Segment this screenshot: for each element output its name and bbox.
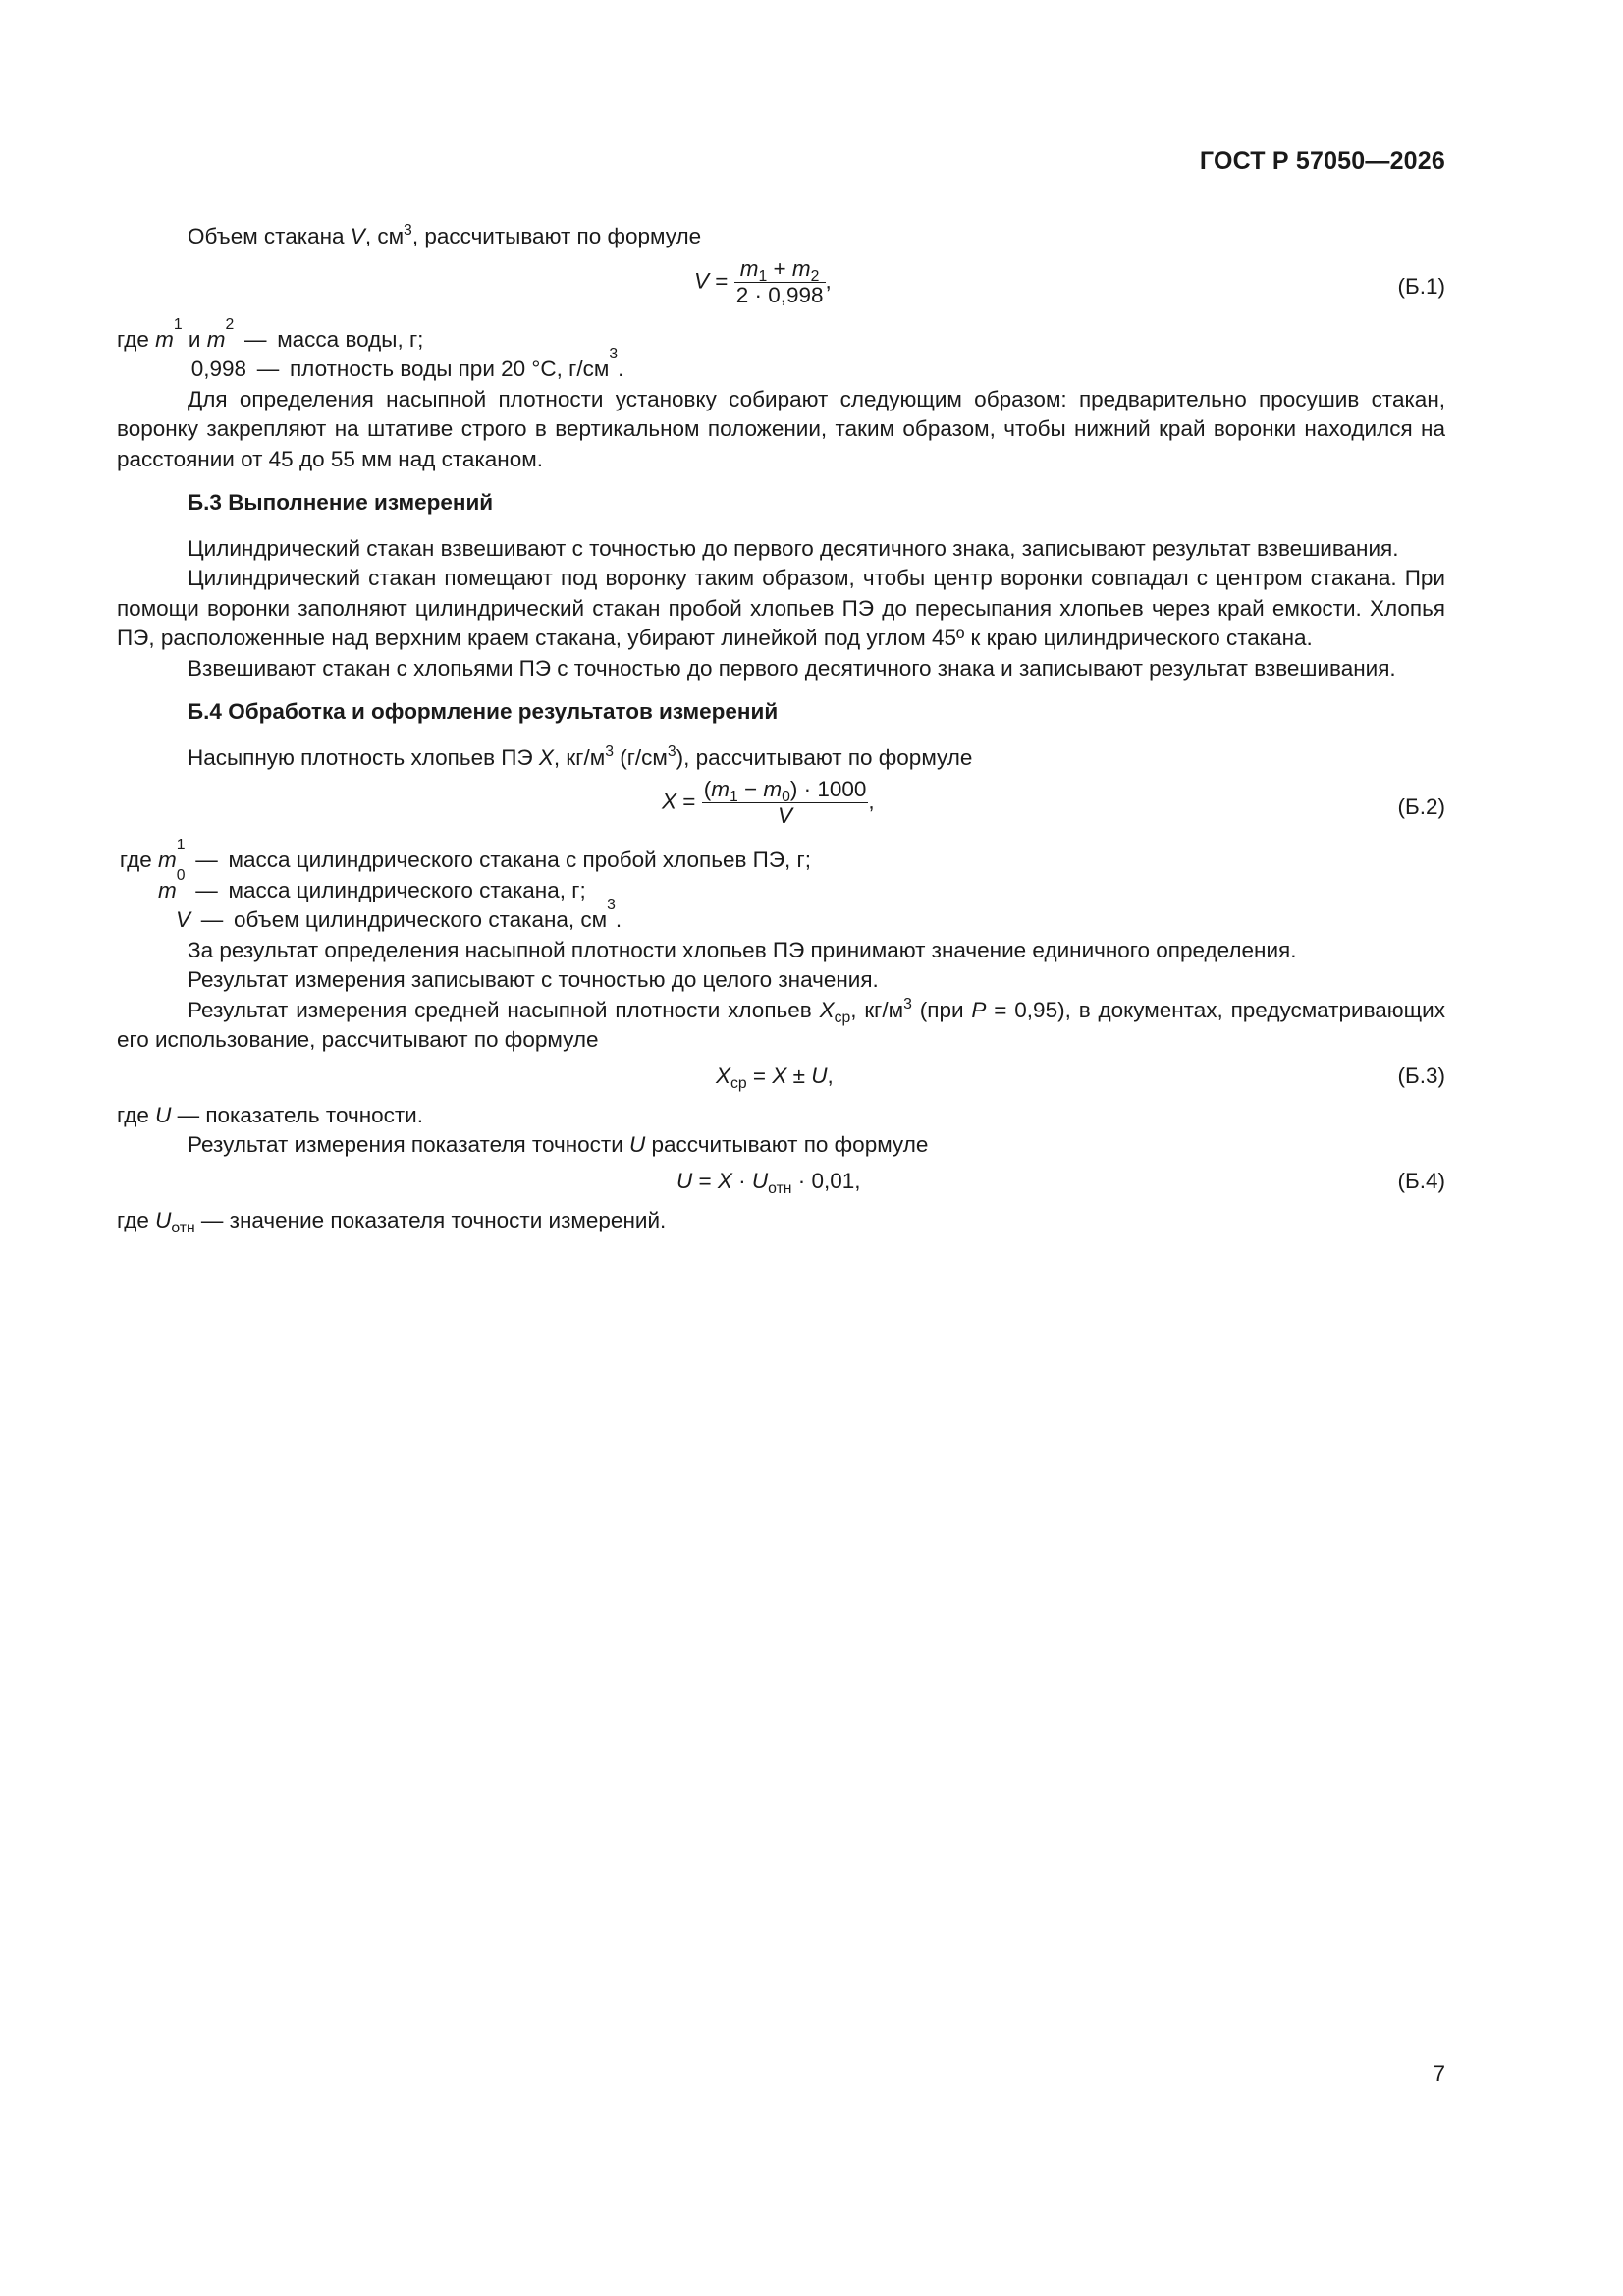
subscript: 1 (758, 267, 768, 285)
subscript: отн (171, 1219, 195, 1236)
formula-b3-body (716, 1062, 834, 1092)
b3-paragraph: Цилиндрический стакан взвешивают с точностью до первого десятичного знака, записывают результат взвешивания. (188, 535, 1399, 561)
exponent: 3 (404, 222, 412, 239)
dash: — (256, 356, 280, 381)
text-run: Результат измерения средней насыпной плотности хлопьев (188, 997, 820, 1022)
where-row (117, 315, 1445, 355)
fraction-denominator: V (778, 803, 793, 828)
text-run: (г/см (613, 744, 668, 770)
symbol-u: U (155, 1207, 172, 1232)
text-run: Насыпную плотность хлопьев ПЭ (188, 744, 539, 770)
equals-sign: = (682, 789, 696, 814)
document-header-id: ГОСТ Р 57050—2026 (1199, 147, 1445, 175)
symbol-x: X (538, 744, 554, 770)
text-run: Объем стакана (188, 224, 351, 248)
dash: — (243, 326, 267, 352)
symbol-x: X (819, 997, 835, 1022)
subscript: 0 (176, 866, 186, 884)
formula-b4 (117, 1165, 1445, 1204)
fraction (734, 256, 826, 308)
symbol-v: V (350, 224, 365, 248)
exponent: 3 (607, 897, 616, 913)
formula-number-b3: (Б.3) (1397, 1063, 1445, 1088)
text-run: , рассчитывают по формуле (411, 224, 702, 248)
symbol-m: m (711, 777, 730, 801)
result-paragraph: Результат измерения записывают с точностью до целого значения. (188, 967, 879, 992)
subscript: ср (834, 1009, 851, 1026)
paren: ( (703, 777, 712, 801)
formula-tail: · 0,01, (791, 1168, 861, 1193)
where-row (117, 1101, 1445, 1131)
where-text: масса цилиндрического стакана, г; (228, 877, 586, 902)
dash: — (195, 847, 218, 872)
formula-number-b1: (Б.1) (1397, 273, 1445, 299)
operator: − (737, 777, 764, 801)
formula-b3 (117, 1060, 1445, 1099)
fraction-denominator: 2 · 0,998 (735, 282, 824, 307)
equals-sign: = (692, 1168, 718, 1193)
formula-number-b2: (Б.2) (1397, 794, 1445, 819)
exponent: 3 (667, 742, 676, 760)
formula-number-b4: (Б.4) (1397, 1168, 1445, 1193)
equals-sign: = (746, 1063, 773, 1088)
conjunction: и (182, 326, 207, 352)
text-run: , кг/м (850, 997, 904, 1022)
dash: — (195, 877, 218, 902)
where-row (117, 1206, 1445, 1236)
where-row (117, 866, 1445, 906)
formula-lhs: X (716, 1063, 731, 1088)
where-text: объем цилиндрического стакана, см (234, 907, 608, 932)
where-lead (117, 876, 158, 906)
where-lead: где (117, 1207, 156, 1232)
formula-b4-body (676, 1167, 861, 1197)
exponent: 3 (609, 346, 619, 362)
where-symbol: V (176, 907, 191, 932)
page-content (117, 222, 1445, 1235)
setup-paragraph: Для определения насыпной плотности установку собирают следующим образом: предварительно просушив стакан, воронку закрепляют на штативе строго в вертикальном положении, таким образом, чтобы нижний край воронки находился на расстоянии от 45 до 55 мм над стаканом. (117, 386, 1445, 471)
subscript: 1 (176, 837, 186, 853)
b3-paragraph: Цилиндрический стакан помещают под воронку таким образом, чтобы центр воронки совпадал с центром стакана. При помощи воронки заполняют цилиндрический стакан пробой хлопьев ПЭ до пересыпания хлопьев через край емкости. Хлопья ПЭ, расположенные над верхним краем стакана, убирают линейкой под углом 45º к краю цилиндрического стакана. (117, 566, 1445, 650)
page-number: 7 (1433, 2061, 1445, 2086)
symbol-u: U (751, 1168, 769, 1193)
formula-tail: , (868, 789, 875, 814)
text-run: (при (911, 997, 972, 1022)
text-run: . (615, 907, 622, 932)
symbol-u: U (811, 1063, 828, 1088)
where-text: масса воды, г; (277, 326, 424, 352)
symbol-m: m (791, 255, 811, 281)
where-lead: где (117, 326, 156, 352)
fraction-numerator (734, 256, 826, 283)
operator: · (731, 1168, 752, 1193)
exponent: 3 (605, 742, 614, 760)
mean-paragraph (117, 996, 1445, 1056)
symbol-x: X (717, 1168, 732, 1193)
where-text: — значение показателя точности измерений. (194, 1207, 667, 1232)
symbol-u: U (155, 1102, 172, 1127)
subscript: 0 (782, 789, 790, 805)
equals-sign: = (715, 267, 729, 293)
text-run: , см (364, 224, 405, 248)
density-intro-paragraph (117, 743, 1445, 774)
where-text: — показатель точности. (171, 1102, 424, 1127)
symbol-m: m (739, 255, 759, 281)
text-run: . (618, 356, 624, 381)
result-paragraph: За результат определения насыпной плотности хлопьев ПЭ принимают значение единичного определения. (188, 937, 1297, 962)
accuracy-paragraph (117, 1130, 1445, 1161)
symbol-m: m (763, 777, 783, 801)
text-run: Результат измерения показателя точности (188, 1132, 630, 1157)
symbol-m: m (155, 326, 174, 352)
where-lead: где (117, 1102, 156, 1127)
volume-intro-paragraph (117, 222, 1445, 252)
where-text: плотность воды при 20 °C, г/см (290, 356, 610, 381)
formula-lhs: U (676, 1168, 693, 1193)
subscript: ср (730, 1074, 747, 1092)
text-run: ), рассчитывают по формуле (676, 744, 973, 770)
symbol-m: m (206, 326, 226, 352)
where-symbol: 0,998 (190, 356, 246, 381)
operator: ± (786, 1063, 812, 1088)
symbol-u: U (629, 1132, 646, 1157)
fraction (702, 777, 869, 829)
where-text: масса цилиндрического стакана с пробой хлопьев ПЭ, г; (228, 847, 811, 872)
subscript: 1 (729, 789, 738, 805)
where-row (117, 897, 1445, 936)
symbol-x: X (772, 1063, 787, 1088)
subscript: 2 (225, 315, 235, 333)
where-row (117, 346, 1445, 385)
text-run: рассчитывают по формуле (645, 1132, 929, 1157)
paren-tail: ) · 1000 (789, 777, 867, 801)
formula-tail: , (825, 267, 832, 293)
subscript: 1 (173, 315, 183, 333)
subscript: 2 (810, 267, 820, 285)
where-symbol: m (158, 847, 177, 872)
text-run: , кг/м (553, 744, 606, 770)
formula-tail: , (827, 1063, 834, 1088)
formula-b2 (117, 777, 1445, 836)
b3-paragraph: Взвешивают стакан с хлопьями ПЭ с точностью до первого десятичного знака и записывают результат взвешивания. (188, 655, 1396, 681)
formula-lhs: V (694, 267, 710, 293)
operator: + (767, 255, 792, 281)
formula-b2-body (662, 777, 875, 829)
where-symbol: m (158, 877, 177, 902)
dash: — (200, 907, 224, 932)
exponent: 3 (903, 995, 912, 1012)
section-heading-b4: Б.4 Обработка и оформление результатов измерений (188, 699, 779, 724)
formula-b1-body (694, 256, 832, 308)
where-lead (117, 905, 176, 936)
where-row (117, 837, 1445, 876)
formula-lhs: X (662, 789, 677, 814)
where-lead: где (119, 847, 158, 872)
fraction-numerator (702, 777, 869, 803)
section-heading-b3: Б.3 Выполнение измерений (188, 490, 494, 515)
symbol-p: P (971, 997, 987, 1022)
subscript: отн (768, 1179, 792, 1197)
text-run: = 0,95), в документах, предусматривающих его использование, рассчитывают по формуле (117, 997, 1445, 1052)
formula-b1 (117, 256, 1445, 315)
